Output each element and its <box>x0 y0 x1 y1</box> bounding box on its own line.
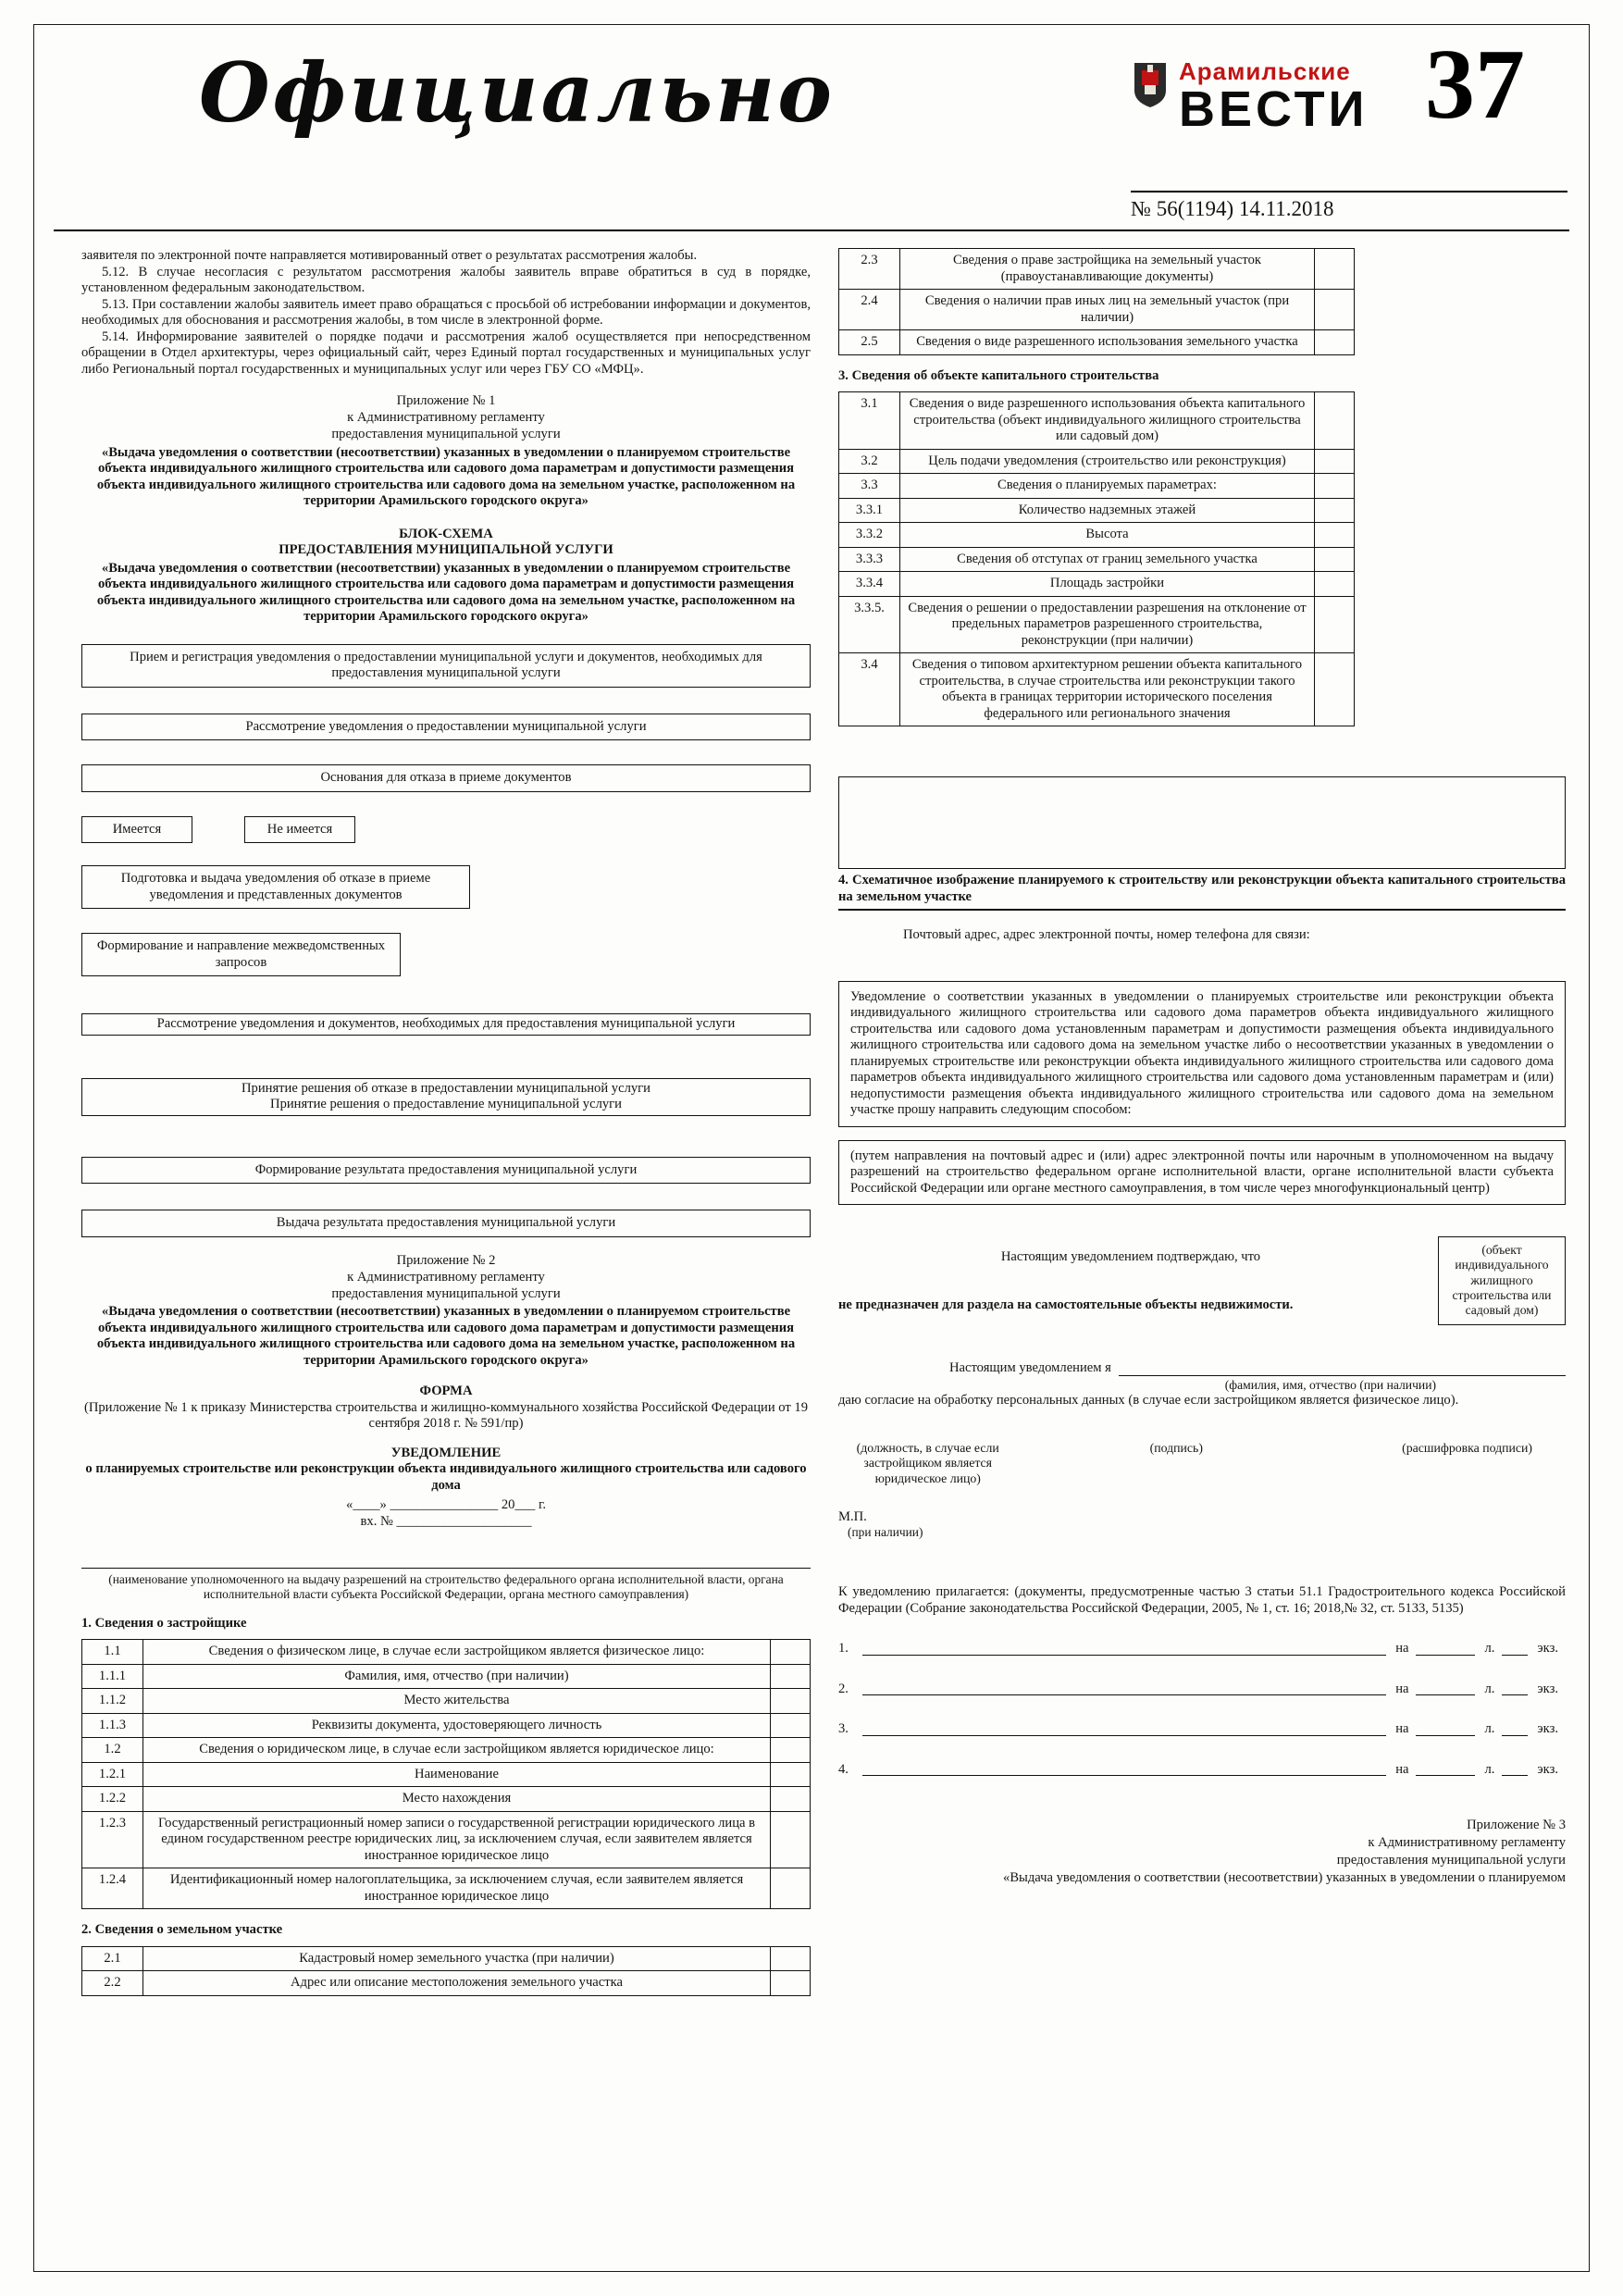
row-value-cell <box>1315 653 1354 726</box>
issue-number: № 56(1194) 14.11.2018 <box>1131 191 1567 221</box>
notification-date-blank: «____» ________________ 20___ г. <box>346 1497 546 1513</box>
brand-bottom-label: ВЕСТИ <box>1179 81 1369 137</box>
attachment-copies-blank <box>1502 1723 1528 1736</box>
flow-box-review: Рассмотрение уведомления о предоставлении муниципальной услуги <box>81 714 811 741</box>
row-number-cell: 2.1 <box>82 1947 143 1971</box>
confirmation-bold-statement: не предназначен для раздела на самостоятельные объекты недвижимости. <box>838 1297 1294 1312</box>
annex-1-line: Приложение № 1 <box>396 393 496 408</box>
row-number-cell: 3.3.5. <box>839 597 900 653</box>
header-divider <box>54 230 1569 231</box>
row-number-cell: 2.4 <box>839 290 900 329</box>
row-number-cell: 1.1.1 <box>82 1665 143 1689</box>
row-number-cell: 2.2 <box>82 1971 143 1995</box>
newspaper-brand <box>1131 57 1369 137</box>
table-row <box>839 329 1354 354</box>
blockscheme-title <box>81 527 811 626</box>
attachment-item <box>838 1721 1566 1738</box>
attachment-copies-label: экз. <box>1537 1681 1558 1696</box>
row-number-cell: 3.2 <box>839 450 900 474</box>
blockscheme-title-line2: ПРЕДОСТАВЛЕНИЯ МУНИЦИПАЛЬНОЙ УСЛУГИ <box>279 542 613 558</box>
row-value-cell <box>771 1812 810 1868</box>
object-type-side-box: (объект индивидуального жилищного строительства или садовый дом) <box>1438 1236 1566 1325</box>
annex-3-line: предоставления муниципальной услуги <box>1336 1853 1566 1868</box>
postal-contact-line: Почтовый адрес, адрес электронной почты, номер телефона для связи: <box>903 927 1310 942</box>
row-number-cell: 3.3.3 <box>839 548 900 572</box>
row-text-cell: Наименование <box>143 1763 771 1787</box>
sketch-placeholder-box <box>838 776 1566 869</box>
attachment-title-blank <box>862 1682 1386 1695</box>
row-number-cell: 1.1.3 <box>82 1714 143 1738</box>
attachment-item <box>838 1762 1566 1779</box>
attachments-list <box>838 1641 1566 1778</box>
row-number-cell: 2.3 <box>839 249 900 289</box>
attachment-sheets-label: л. <box>1484 1681 1495 1696</box>
paragraph: заявителя по электронной почте направляется мотивированный ответ о результатах рассмотрения жалобы. <box>81 248 698 263</box>
attachment-on-label: на <box>1395 1641 1409 1657</box>
table-row <box>839 289 1354 329</box>
page-number: 37 <box>1425 30 1525 140</box>
attachment-number: 2. <box>838 1681 849 1696</box>
attachment-sheets-label: л. <box>1484 1641 1495 1657</box>
row-text-cell: Сведения о юридическом лице, в случае если застройщиком является юридическое лицо: <box>143 1738 771 1762</box>
table-row <box>82 1970 810 1995</box>
row-number-cell: 1.1 <box>82 1640 143 1664</box>
row-value-cell <box>1315 523 1354 547</box>
signature-caption: (подпись) <box>1149 1440 1203 1455</box>
attachment-copies-label: экз. <box>1537 1721 1558 1737</box>
form-note: (Приложение № 1 к приказу Министерства строительства и жилищно-коммунального хозяйства Российской Федерации от 19 сентября 2018 г. № 591/пр) <box>83 1399 809 1432</box>
row-number-cell: 3.4 <box>839 653 900 726</box>
row-number-cell: 3.3.1 <box>839 499 900 523</box>
row-text-cell: Кадастровый номер земельного участка (при наличии) <box>143 1947 771 1971</box>
attachment-number: 3. <box>838 1721 849 1737</box>
table-row <box>839 498 1354 523</box>
table-row <box>82 1640 810 1664</box>
right-column <box>838 248 1566 1887</box>
row-text-cell: Место нахождения <box>143 1787 771 1811</box>
flow-decision-grant: Принятие решения о предоставление муниципальной услуги <box>270 1097 622 1112</box>
row-value-cell <box>771 1689 810 1713</box>
table-row <box>839 473 1354 498</box>
row-value-cell <box>1315 392 1354 449</box>
attachment-copies-label: экз. <box>1537 1761 1558 1777</box>
row-text-cell: Сведения о типовом архитектурном решении объекта капитального строительства, в случае строительства или реконструкции такого объекта в границах территории исторического поселения федерального или регионального значения <box>900 653 1315 726</box>
paragraph: 5.14. Информирование заявителей о порядке подачи и рассмотрения жалоб осуществляется при непосредственном обращении в Отдел архитектуры, через официальный сайт, через Единый портал государственных и муниципальных услуг либо Региональный портал государственных и муниципальных услуг или через ГБУ СО «МФЦ». <box>81 329 811 377</box>
stamp-place-note: (при наличии) <box>848 1525 923 1540</box>
flow-box-decision <box>81 1078 811 1116</box>
row-value-cell <box>771 1714 810 1738</box>
section-1-heading: 1. Сведения о застройщике <box>81 1615 247 1631</box>
flow-box-interagency-requests: Формирование и направление межведомственных запросов <box>81 933 401 976</box>
attachment-sheets-label: л. <box>1484 1761 1495 1777</box>
attachment-sheets-blank <box>1416 1763 1475 1776</box>
row-text-cell: Сведения о виде разрешенного использования земельного участка <box>900 330 1315 354</box>
left-column <box>81 248 811 1996</box>
row-value-cell <box>1315 548 1354 572</box>
attachment-sheets-blank <box>1416 1723 1475 1736</box>
attachments-intro: К уведомлению прилагается: (документы, предусмотренные частью 3 статьи 51.1 Градостроительного кодекса Российской Федерации (Собрание законодательства Российской Федерации, 2005, № 1, ст. 16; 2018,№ 32, ст. 5133, 5135) <box>838 1584 1566 1616</box>
blockscheme-title-line1: БЛОК-СХЕМА <box>399 526 493 541</box>
land-plot-table <box>81 1946 811 1996</box>
confirmation-block <box>838 1236 1566 1325</box>
row-value-cell <box>1315 572 1354 596</box>
attachment-on-label: на <box>1395 1681 1409 1696</box>
full-name-blank <box>1119 1361 1566 1376</box>
authority-name-caption: (наименование уполномоченного на выдачу разрешений на строительство федерального органа исполнительной власти, органа исполнительной власти субъекта Российской Федерации, органа местного самоуправления) <box>108 1572 784 1602</box>
table-row <box>82 1737 810 1762</box>
attachment-copies-label: экз. <box>1537 1641 1558 1657</box>
row-text-cell: Идентификационный номер налогоплательщика, за исключением случая, если заявителем является иностранное юридическое лицо <box>143 1868 771 1908</box>
row-value-cell <box>1315 450 1354 474</box>
row-value-cell <box>1315 499 1354 523</box>
flow-choice-row <box>81 816 811 844</box>
coat-of-arms-icon <box>1131 57 1170 109</box>
row-number-cell: 3.3.2 <box>839 523 900 547</box>
table-row <box>839 522 1354 547</box>
notification-method-box: Уведомление о соответствии указанных в уведомлении о планируемых строительстве или реконструкции объекта индивидуального жилищного строительства или садового дома параметров объекта индивидуального жилищного строительства или садового дома установленным параметрам и допустимости размещения объекта индивидуального жилищного строительства или садового дома на земельном участке либо о несоответствии указанных в уведомлении о планируемых строительстве или реконструкции объекта индивидуального жилищного строительства или садового дома параметров объекта индивидуального жилищного строительства или садового дома установленным параметрам и (или) недопустимости размещения объекта индивидуального жилищного строительства или садового дома на земельном участке прошу направить следующим способом: <box>838 981 1566 1127</box>
table-row <box>839 652 1354 726</box>
personal-consent-lead: Настоящим уведомлением я <box>949 1359 1111 1375</box>
annex-1-line: предоставления муниципальной услуги <box>331 427 561 442</box>
brand-top-label: Арамильские <box>1179 57 1351 85</box>
annex-2-block <box>81 1252 811 1370</box>
attachment-number: 1. <box>838 1641 849 1657</box>
row-value-cell <box>1315 474 1354 498</box>
attachment-title-blank <box>862 1723 1386 1736</box>
intro-paragraphs <box>81 248 811 378</box>
attachment-title-blank <box>862 1643 1386 1656</box>
row-number-cell: 3.1 <box>839 392 900 449</box>
notification-subtitle: о планируемых строительстве или реконструкции объекта индивидуального жилищного строительства или садового дома <box>85 1461 807 1493</box>
row-number-cell: 3.3 <box>839 474 900 498</box>
paragraph: 5.12. В случае несогласия с результатом рассмотрения жалобы заявитель вправе обратиться в суд в порядке, установленном федеральным законодательством. <box>81 264 811 295</box>
row-value-cell <box>771 1763 810 1787</box>
row-number-cell: 1.2.2 <box>82 1787 143 1811</box>
delivery-method-note-box: (путем направления на почтовый адрес и (или) адрес электронной почты или нарочным в уполномоченном на выдачу разрешений на строительство федеральном органе исполнительной власти, органе исполнительной власти субъекта Российской Федерации или органе местного самоуправления, в том числе через многофункциональный центр) <box>838 1140 1566 1206</box>
row-value-cell <box>771 1787 810 1811</box>
attachment-number: 4. <box>838 1761 849 1777</box>
annex-2-quote: «Выдача уведомления о соответствии (несоответствии) указанных в уведомлении о планируемом строительстве объекта индивидуального жилищного строительства или садового дома параметрам и допустимости размещения объекта индивидуального жилищного строительства или садового дома на земельном участке, расположенном на территории Арамильского городского округа» <box>96 1304 796 1368</box>
attachment-item <box>838 1682 1566 1698</box>
section-2-heading: 2. Сведения о земельном участке <box>81 1922 283 1938</box>
attachment-item <box>838 1641 1566 1657</box>
blockscheme-quote: «Выдача уведомления о соответствии (несоответствии) указанных в уведомлении о планируемом строительстве объекта индивидуального жилищного строительства или садового дома параметрам и допустимости размещения объекта индивидуального жилищного строительства или садового дома на земельном участке, расположенном на территории Арамильского городского округа» <box>96 560 796 625</box>
section-4-heading: 4. Схематичное изображение планируемого к строительству или реконструкции объекта капитального строительства на земельном участке <box>838 873 1566 911</box>
row-text-cell: Высота <box>900 523 1315 547</box>
row-text-cell: Сведения о физическом лице, в случае если застройщиком является физическое лицо: <box>143 1640 771 1664</box>
land-plot-table-continued <box>838 248 1355 355</box>
flow-box-refusal-grounds: Основания для отказа в приеме документов <box>81 764 811 792</box>
full-name-caption: (фамилия, имя, отчество (при наличии) <box>1224 1378 1436 1393</box>
row-text-cell: Сведения об отступах от границ земельного участка <box>900 548 1315 572</box>
table-row <box>82 1811 810 1868</box>
attachment-sheets-blank <box>1416 1682 1475 1695</box>
table-row <box>82 1947 810 1971</box>
personal-consent-continuation: даю согласие на обработку персональных данных (в случае если застройщиком является физическое лицо). <box>838 1393 1459 1409</box>
row-value-cell <box>1315 249 1354 289</box>
table-row <box>82 1786 810 1811</box>
annex-3-block <box>838 1817 1566 1887</box>
row-number-cell: 3.3.4 <box>839 572 900 596</box>
row-number-cell: 1.2.4 <box>82 1868 143 1908</box>
brand-text <box>1179 57 1369 137</box>
row-value-cell <box>771 1738 810 1762</box>
signature-transcript-caption: (расшифровка подписи) <box>1402 1440 1533 1455</box>
attachment-on-label: на <box>1395 1761 1409 1777</box>
flow-box-refusal-notice: Подготовка и выдача уведомления об отказе в приеме уведомления и представленных документов <box>81 865 470 909</box>
row-text-cell: Сведения о планируемых параметрах: <box>900 474 1315 498</box>
annex-2-line: Приложение № 2 <box>396 1252 496 1268</box>
confirmation-lead: Настоящим уведомлением подтверждаю, что <box>1000 1249 1261 1264</box>
row-text-cell: Реквизиты документа, удостоверяющего личность <box>143 1714 771 1738</box>
annex-1-quote: «Выдача уведомления о соответствии (несоответствии) указанных в уведомлении о планируемом строительстве объекта индивидуального жилищного строительства или садового дома параметрам и допустимости размещения объекта индивидуального жилищного строительства или садового дома на земельном участке, расположенном на территории Арамильского городского округа» <box>96 444 796 509</box>
flow-box-result-issue: Выдача результата предоставления муниципальной услуги <box>81 1210 811 1237</box>
row-value-cell <box>771 1971 810 1995</box>
row-text-cell: Сведения о праве застройщика на земельный участок (правоустанавливающие документы) <box>900 249 1315 289</box>
table-row <box>82 1664 810 1689</box>
annex-3-line: к Административному регламенту <box>1368 1835 1566 1851</box>
stamp-place-label: М.П. <box>838 1508 867 1524</box>
row-number-cell: 1.2 <box>82 1738 143 1762</box>
table-row <box>839 449 1354 474</box>
table-row <box>82 1868 810 1908</box>
row-value-cell <box>1315 597 1354 653</box>
table-row <box>839 547 1354 572</box>
table-row <box>839 596 1354 653</box>
paragraph: 5.13. При составлении жалобы заявитель имеет право обращаться с просьбой об истребовании информации и документов, необходимых для обоснования и рассмотрения жалобы, в том числе в электронной форме. <box>81 296 811 328</box>
capital-construction-table <box>838 391 1355 726</box>
attachment-on-label: на <box>1395 1721 1409 1737</box>
confirmation-text <box>838 1236 1423 1325</box>
row-number-cell: 2.5 <box>839 330 900 354</box>
section-title: Официально <box>199 44 835 141</box>
row-number-cell: 1.2.3 <box>82 1812 143 1868</box>
row-text-cell: Место жительства <box>143 1689 771 1713</box>
flow-decision-refuse: Принятие решения об отказе в предоставлении муниципальной услуги <box>242 1080 650 1096</box>
notification-title: УВЕДОМЛЕНИЕ <box>390 1445 502 1460</box>
section-3-heading: 3. Сведения об объекте капитального строительства <box>838 367 1159 383</box>
row-text-cell: Сведения о виде разрешенного использования объекта капитального строительства (объект индивидуального жилищного строительства или садовый дом) <box>900 392 1315 449</box>
row-text-cell: Фамилия, имя, отчество (при наличии) <box>143 1665 771 1689</box>
row-text-cell: Адрес или описание местоположения земельного участка <box>143 1971 771 1995</box>
annex-3-line: «Выдача уведомления о соответствии (несоответствии) указанных в уведомлении о планируемом <box>1003 1870 1566 1885</box>
position-caption: (должность, в случае если застройщиком является юридическое лицо) <box>856 1440 999 1485</box>
flow-box-docs-review: Рассмотрение уведомления и документов, необходимых для предоставления муниципальной услуги <box>81 1013 811 1036</box>
table-row <box>839 249 1354 289</box>
row-value-cell <box>771 1665 810 1689</box>
table-row <box>82 1688 810 1713</box>
developer-info-table <box>81 1639 811 1909</box>
attachment-sheets-blank <box>1416 1643 1475 1656</box>
annex-2-line: предоставления муниципальной услуги <box>331 1286 561 1302</box>
attachment-copies-blank <box>1502 1682 1528 1695</box>
row-value-cell <box>771 1868 810 1908</box>
notification-incoming-number-blank: вх. № ____________________ <box>360 1513 532 1529</box>
flow-box-exists: Имеется <box>81 816 192 844</box>
annex-1-line: к Административному регламенту <box>347 410 545 426</box>
row-number-cell: 1.1.2 <box>82 1689 143 1713</box>
row-number-cell: 1.2.1 <box>82 1763 143 1787</box>
row-value-cell <box>771 1947 810 1971</box>
row-text-cell: Количество надземных этажей <box>900 499 1315 523</box>
row-text-cell: Сведения о решении о предоставлении разрешения на отклонение от предельных параметров разрешенного строительства, реконструкции (при наличии) <box>900 597 1315 653</box>
row-value-cell <box>771 1640 810 1664</box>
row-text-cell: Государственный регистрационный номер записи о государственной регистрации юридического лица в едином государственном реестре юридических лиц, за исключением случая, если заявителем является иностранное юридическое лицо <box>143 1812 771 1868</box>
signature-row <box>838 1441 1566 1487</box>
flow-box-reception: Прием и регистрация уведомления о предоставлении муниципальной услуги и документов, необходимых для предоставления муниципальной услуги <box>81 644 811 688</box>
table-row <box>839 571 1354 596</box>
attachment-copies-blank <box>1502 1763 1528 1776</box>
row-text-cell: Цель подачи уведомления (строительство или реконструкция) <box>900 450 1315 474</box>
table-row <box>839 392 1354 449</box>
personal-data-consent-line <box>838 1360 1566 1377</box>
table-row <box>82 1762 810 1787</box>
attachment-title-blank <box>862 1763 1386 1776</box>
table-row <box>82 1713 810 1738</box>
row-value-cell <box>1315 290 1354 329</box>
row-value-cell <box>1315 330 1354 354</box>
attachment-sheets-label: л. <box>1484 1721 1495 1737</box>
flow-box-result-formation: Формирование результата предоставления муниципальной услуги <box>81 1157 811 1185</box>
attachment-copies-blank <box>1502 1643 1528 1656</box>
form-title: ФОРМА <box>419 1384 473 1399</box>
row-text-cell: Сведения о наличии прав иных лиц на земельный участок (при наличии) <box>900 290 1315 329</box>
flow-box-not-exists: Не имеется <box>244 816 355 844</box>
annex-3-line: Приложение № 3 <box>1467 1818 1566 1833</box>
annex-2-line: к Административному регламенту <box>347 1269 545 1285</box>
authority-name-blank <box>81 1550 811 1569</box>
row-text-cell: Площадь застройки <box>900 572 1315 596</box>
annex-1-block <box>81 392 811 510</box>
